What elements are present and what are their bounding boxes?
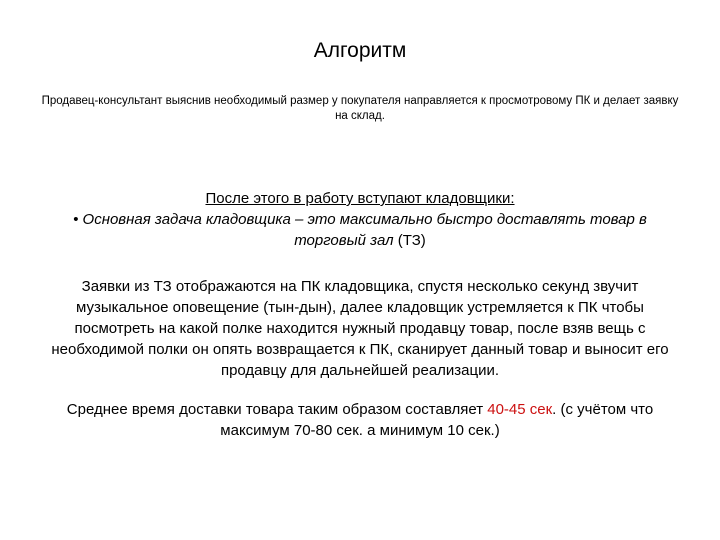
delivery-suffix: . (с учётом что максимум 70-80 сек. а минимум 10 сек.): [220, 401, 654, 439]
delivery-prefix: Среднее время доставки товара таким образом составляет: [66, 401, 488, 418]
delivery-time-highlight: 40-45 сек: [487, 401, 553, 418]
delivery-paragraph: [40, 399, 680, 441]
workers-section: [40, 188, 680, 251]
workers-heading: После этого в работу вступают кладовщики:: [205, 190, 515, 207]
task-bullet-suffix: (ТЗ): [393, 232, 426, 249]
task-bullet-line: [40, 209, 680, 251]
slide-title: Алгоритм: [313, 39, 407, 62]
intro-paragraph: Продавец-консультант выяснив необходимый размер у покупателя направляется к просмотровому ПК и делает заявку на склад.: [41, 95, 679, 122]
task-bullet-text: • Основная задача кладовщика – это максимально быстро доставлять товар в торговый зал: [73, 211, 647, 249]
requests-paragraph: Заявки из ТЗ отображаются на ПК кладовщика, спустя несколько секунд звучит музыкальное оповещение (тын-дын), далее кладовщик устремляется к ПК чтобы посмотреть на какой полке находится нужный продавцу товар, после взяв вещь с необходимой полки он опять возвращается к ПК, сканирует данный товар и выносит его продавцу для дальнейшей реализации.: [51, 278, 669, 379]
